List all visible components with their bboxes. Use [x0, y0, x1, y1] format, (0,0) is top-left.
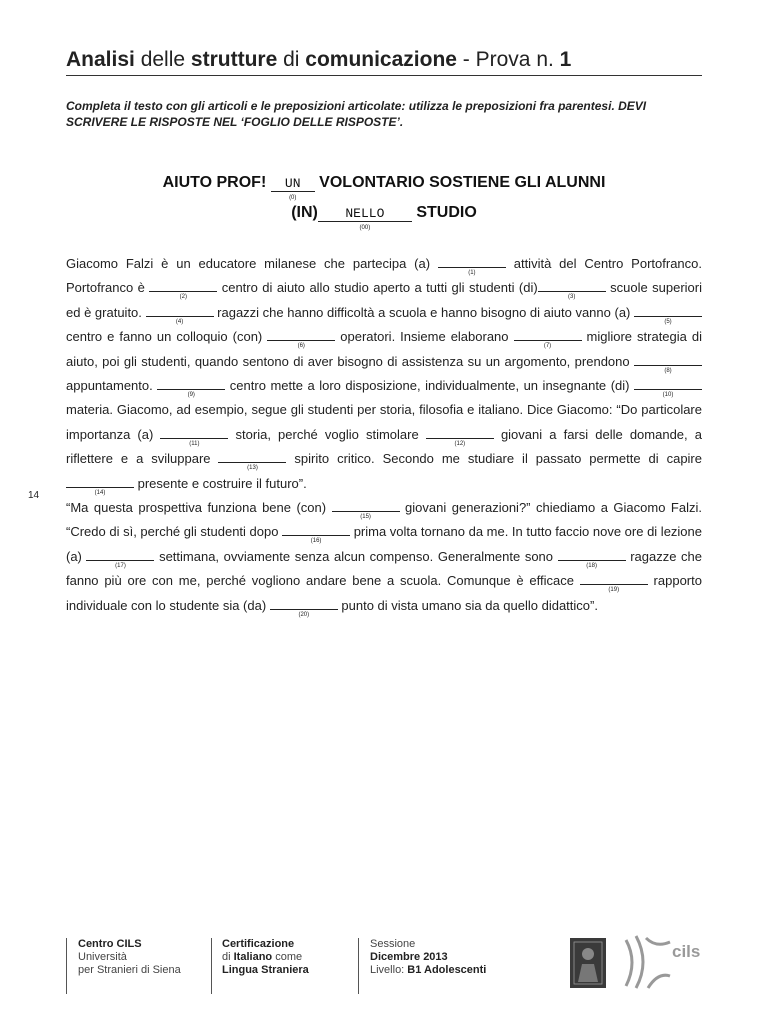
blank-number: (8) [664, 367, 672, 374]
blank-number: (7) [543, 343, 552, 350]
text-segment: operatori. Insieme elaborano [335, 329, 514, 345]
text-segment: materia. Giacomo, ad esempio, segue gli studenti per storia, filosofia e italiano. Dice Giacomo: “Do particolare importanza (a) [66, 402, 702, 442]
text-segment: settimana, ovviamente senza alcun compenso. Generalmente sono [154, 548, 558, 564]
title-word-analisi: Analisi [66, 48, 135, 71]
blank-12 [426, 427, 494, 447]
blank-number: (3) [568, 294, 576, 301]
footer-text: Dicembre 2013 [370, 951, 448, 963]
blank-number: (10) [662, 392, 674, 399]
cils-logo-icon [622, 932, 712, 992]
footer-divider [211, 938, 212, 994]
footer-divider [66, 938, 67, 994]
blank-number: (13) [247, 465, 258, 472]
footer-text: per Stranieri di Siena [78, 964, 181, 976]
example-answer-text: UN [284, 176, 301, 191]
blank-number: (17) [115, 562, 126, 569]
footer-certification [222, 938, 309, 977]
text-segment: spirito critico. Secondo me studiare il passato permette di capire [286, 451, 702, 467]
blank-8 [634, 354, 702, 374]
footer-text: Sessione [370, 938, 416, 950]
blank-9 [157, 378, 225, 399]
blank-number: (9) [187, 392, 195, 399]
title-text: STUDIO [411, 204, 477, 221]
blank-10 [634, 378, 702, 399]
blank-number: (15) [360, 514, 371, 521]
blank-number: (19) [608, 587, 620, 594]
footer-text: Certificazione [222, 938, 295, 950]
text-segment: giovani a farsi delle domande, a riflettere e a sviluppare [66, 426, 702, 467]
text-segment: storia, perché voglio stimolare [228, 426, 426, 442]
blank-7 [514, 329, 582, 350]
page-number: 14 [28, 490, 40, 501]
text-segment: punto di vista umano sia da quello didattico”. [337, 597, 598, 613]
example-number: (00) [359, 225, 371, 231]
footer-cils-center [78, 938, 181, 977]
text-segment: rapporto individuale con lo studente sia (da) [66, 573, 702, 613]
footer-text: Italiano [233, 951, 273, 963]
blank-number: (12) [454, 440, 466, 447]
text-segment: centro mette a loro disposizione, individualmente, un insegnante (di) [225, 378, 634, 394]
paragraph-1 [66, 252, 702, 496]
example-answer-00 [318, 206, 412, 231]
text-segment: attività del Centro Portofranco. Portofranco è [66, 256, 703, 296]
blank-18 [558, 549, 626, 569]
blank-number: (20) [298, 611, 310, 618]
blank-11 [160, 427, 228, 447]
text-segment: Giacomo Falzi è un educatore milanese che partecipa (a) [66, 256, 438, 271]
title-word-comunicazione: comunicazione [305, 48, 457, 71]
blank-number: (6) [297, 343, 305, 350]
blank-17 [86, 549, 154, 569]
article-title-line-2 [66, 204, 702, 231]
blank-number: (1) [468, 270, 476, 276]
text-segment: scuole superiori ed è gratuito. [66, 280, 703, 320]
blank-number: (5) [664, 318, 672, 325]
blank-16 [282, 524, 350, 545]
blank-1 [438, 256, 506, 276]
example-answer-0 [271, 176, 315, 201]
text-segment: migliore strategia di aiuto, poi gli studenti, quando sentono di aver bisogno di assistenza su un argomento, prendono [66, 329, 702, 369]
footer-text: Livello: [370, 964, 408, 976]
text-segment: presente e costruire il futuro”. [134, 475, 307, 491]
title-text: VOLONTARIO SOSTIENE GLI ALUNNI [314, 174, 606, 191]
blank-3 [538, 280, 606, 301]
blank-6 [267, 329, 335, 350]
footer-text: di [222, 951, 234, 963]
blank-number: (4) [175, 318, 184, 325]
title-text: (IN) [291, 204, 318, 221]
cils-logo [622, 932, 712, 992]
article-title-line-1 [66, 174, 702, 201]
university-seal-image [570, 938, 606, 988]
seal-icon [570, 938, 606, 988]
text-segment: ragazzi che hanno difficoltà a scuola e hanno bisogno di aiuto vanno (a) [213, 304, 635, 320]
blank-5 [634, 305, 702, 325]
text-segment: appuntamento. [66, 378, 158, 394]
text-segment: giovani generazioni?” chiediamo a Giacomo Falzi. “Credo di sì, perché gli studenti dopo [66, 500, 702, 540]
blank-13 [218, 451, 286, 472]
footer-divider [358, 938, 359, 994]
title-word: delle [134, 48, 191, 71]
paragraph-2 [66, 496, 702, 618]
footer-text: Università [78, 951, 127, 963]
example-number: (0) [289, 195, 297, 201]
blank-number: (16) [310, 538, 322, 545]
title-word-prova: - Prova n. [456, 48, 560, 71]
header-rule [66, 75, 702, 76]
blank-number: (18) [586, 562, 597, 569]
footer-text: Centro CILS [78, 938, 142, 950]
footer-text: come [272, 951, 303, 963]
example-answer-text: NELLO [345, 206, 385, 221]
title-word: di [277, 48, 306, 71]
title-word-strutture: strutture [190, 48, 278, 71]
blank-number: (11) [189, 440, 200, 447]
footer-session [370, 938, 486, 977]
title-text: AIUTO PROF! [162, 174, 271, 191]
blank-4 [146, 305, 214, 325]
text-segment: centro di aiuto allo studio aperto a tutti gli studenti (di) [217, 280, 538, 296]
blank-15 [332, 500, 400, 521]
blank-2 [149, 280, 217, 301]
text-segment: prima volta tornano da me. In tutto faccio nove ore di lezione (a) [66, 524, 702, 564]
logo-text: cils [672, 942, 701, 961]
blank-19 [580, 573, 648, 594]
page-title [66, 46, 706, 74]
instructions: Completa il testo con gli articoli e le preposizioni articolate: utilizza le preposizioni fra parentesi. DEVI SCRIVERE LE RISPOSTE NEL ‘FOGLIO DELLE RISPOSTE’. [66, 99, 647, 129]
text-segment: centro e fanno un colloquio (con) [66, 329, 268, 345]
test-number: 1 [559, 48, 572, 71]
exercise-text [66, 252, 702, 618]
text-segment: ragazze che fanno più ore con me, perché vogliono andare bene a scuola. Comunque è efficace [66, 548, 703, 589]
footer-text: B1 Adolescenti [407, 964, 487, 976]
blank-20 [270, 598, 338, 618]
text-segment: “Ma questa prospettiva funziona bene (con) [66, 500, 332, 516]
blank-number: (2) [179, 294, 187, 301]
footer-text: Lingua Straniera [222, 964, 309, 976]
blank-14 [66, 476, 134, 496]
blank-number: (14) [94, 489, 106, 496]
